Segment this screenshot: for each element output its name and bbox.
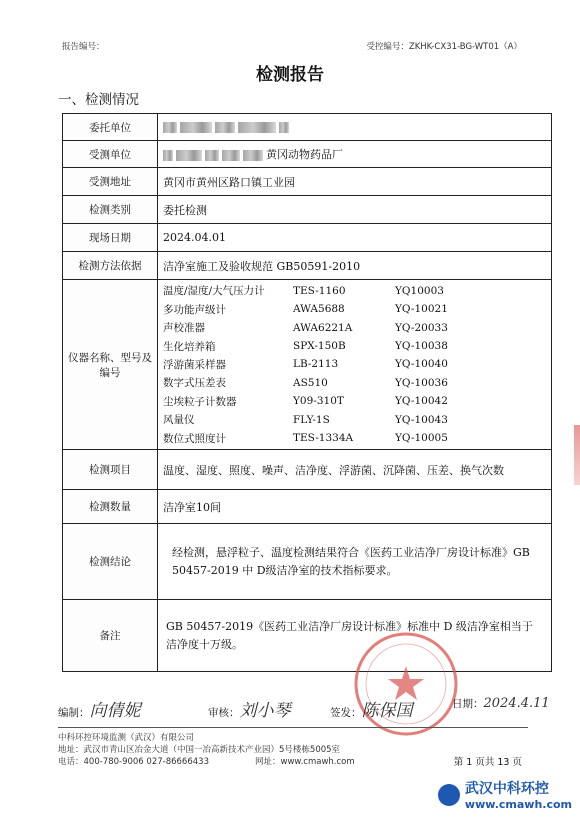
editor-signature: 编制：向倩妮 — [58, 701, 141, 721]
table-row — [63, 252, 552, 280]
table-row — [63, 168, 552, 196]
row-label: 检测结论 — [63, 524, 158, 600]
table-row — [63, 224, 552, 252]
instrument-code: YQ-10036 — [395, 376, 448, 389]
instrument-model: LB-2113 — [293, 358, 339, 371]
method-value: 洁净室施工及验收规范 GB50591-2010 — [158, 252, 552, 280]
reviewer-handwriting: 刘小琴 — [239, 701, 291, 721]
row-label: 检测类别 — [63, 196, 158, 224]
date-value: 2024.04.01 — [158, 224, 552, 252]
footer-address: 地址：武汉市青山区冶金大道（中国一冶高新技术产业园）5号楼栋5005室 — [58, 745, 341, 755]
report-number-label: 报告编号： — [62, 42, 105, 52]
instrument-row — [163, 300, 546, 318]
instrument-row — [163, 355, 546, 373]
remark-value: GB 50457-2019《医药工业洁净厂房设计标准》标准中 D 级洁净室相当于洁净度十万级。 — [158, 600, 552, 672]
instrument-name: 温度/湿度/大气压力计 — [163, 285, 265, 298]
table-row — [63, 280, 552, 450]
row-label: 仪器名称、型号及编号 — [63, 280, 158, 450]
instrument-code: YQ-20033 — [395, 321, 448, 334]
row-label: 受测单位 — [63, 141, 158, 168]
issuer-signature: 签发：陈保国 — [330, 701, 413, 721]
instrument-model: AWA5688 — [293, 303, 345, 316]
instrument-list — [158, 280, 552, 450]
table-row — [63, 114, 552, 141]
row-label: 备注 — [63, 600, 158, 672]
instrument-model: TES-1334A — [293, 432, 354, 445]
instrument-row — [163, 410, 546, 428]
editor-handwriting: 向倩妮 — [89, 701, 141, 721]
instrument-row — [163, 429, 546, 447]
instrument-code: YQ-10005 — [395, 432, 448, 445]
instrument-name: 多功能声级计 — [163, 303, 226, 316]
logo-icon — [438, 784, 460, 806]
instrument-name: 尘埃粒子计数器 — [163, 395, 237, 408]
instrument-code: YQ-10038 — [395, 340, 448, 353]
table-row — [63, 600, 552, 672]
instrument-code: YQ-10042 — [395, 395, 448, 408]
client-value-redacted — [158, 114, 552, 141]
logo-name: 武汉中科环控 — [464, 781, 549, 797]
company-logo — [438, 778, 572, 811]
instrument-name: 浮游菌采样器 — [163, 358, 226, 371]
instrument-row — [163, 319, 546, 337]
table-row — [63, 524, 552, 600]
instrument-name: 生化培养箱 — [163, 340, 216, 353]
instrument-row — [163, 374, 546, 392]
instrument-code: YQ-10040 — [395, 358, 448, 371]
table-row — [63, 450, 552, 490]
date-handwriting: 2024.4.11 — [483, 696, 550, 711]
table-row — [63, 196, 552, 224]
instrument-row — [163, 337, 546, 355]
row-label: 现场日期 — [63, 224, 158, 252]
inspected-unit-value: 黄冈动物药品厂 — [158, 141, 552, 168]
table-row — [63, 141, 552, 168]
row-label: 检测方法依据 — [63, 252, 158, 280]
row-label: 检测数量 — [63, 490, 158, 524]
control-number: 受控编号：ZKHK-CX31-BG-WT01（A） — [366, 42, 522, 52]
company-seal-stamp — [352, 630, 460, 738]
instrument-name: 声校准器 — [163, 322, 205, 335]
issuer-handwriting: 陈保国 — [361, 701, 413, 721]
footer-divider — [58, 727, 528, 728]
instrument-model: Y09-310T — [293, 395, 344, 408]
instrument-code: YQ10003 — [395, 284, 444, 297]
page-title: 检测报告 — [256, 65, 324, 85]
instrument-name: 数字式压差表 — [163, 377, 226, 390]
row-label: 检测项目 — [63, 450, 158, 490]
instrument-name: 风量仪 — [163, 414, 195, 427]
address-value: 黄冈市黄州区路口镇工业园 — [158, 168, 552, 196]
instrument-code: YQ-10043 — [395, 413, 448, 426]
footer-website: 网址：www.cmawh.com — [255, 757, 355, 767]
reviewer-signature: 审核：刘小琴 — [208, 701, 291, 721]
instrument-model: TES-1160 — [293, 284, 346, 297]
instrument-name: 数位式照度计 — [163, 432, 226, 445]
items-value: 温度、湿度、照度、噪声、洁净度、浮游菌、沉降菌、压差、换气次数 — [158, 450, 552, 490]
instrument-code: YQ-10021 — [395, 303, 448, 316]
category-value: 委托检测 — [158, 196, 552, 224]
footer-phone: 电话：400-780-9006 027-86666433 — [58, 757, 209, 767]
logo-url: www.cmawh.com — [464, 798, 572, 811]
instrument-row — [163, 282, 546, 300]
inspection-info-table — [62, 113, 552, 672]
instrument-model: SPX-150B — [293, 340, 346, 353]
row-label: 委托单位 — [63, 114, 158, 141]
edge-seal-fragment — [574, 425, 580, 485]
row-label: 受测地址 — [63, 168, 158, 196]
page-number: 第 1 页共 13 页 — [453, 757, 522, 768]
instrument-model: AS510 — [293, 376, 328, 389]
issue-date: 日期：2024.4.11 — [452, 696, 550, 711]
table-row — [63, 490, 552, 524]
instrument-model: FLY-1S — [293, 413, 330, 426]
section-heading: 一、检测情况 — [58, 92, 139, 108]
footer-company: 中科环控环境监测（武汉）有限公司 — [58, 733, 195, 743]
conclusion-value: 经检测，悬浮粒子、温度检测结果符合《医药工业洁净厂房设计标准》GB 50457-2019 中 D级洁净室的技术指标要求。 — [158, 524, 552, 600]
quantity-value: 洁净室10间 — [158, 490, 552, 524]
instrument-row — [163, 392, 546, 410]
instrument-model: AWA6221A — [293, 321, 353, 334]
